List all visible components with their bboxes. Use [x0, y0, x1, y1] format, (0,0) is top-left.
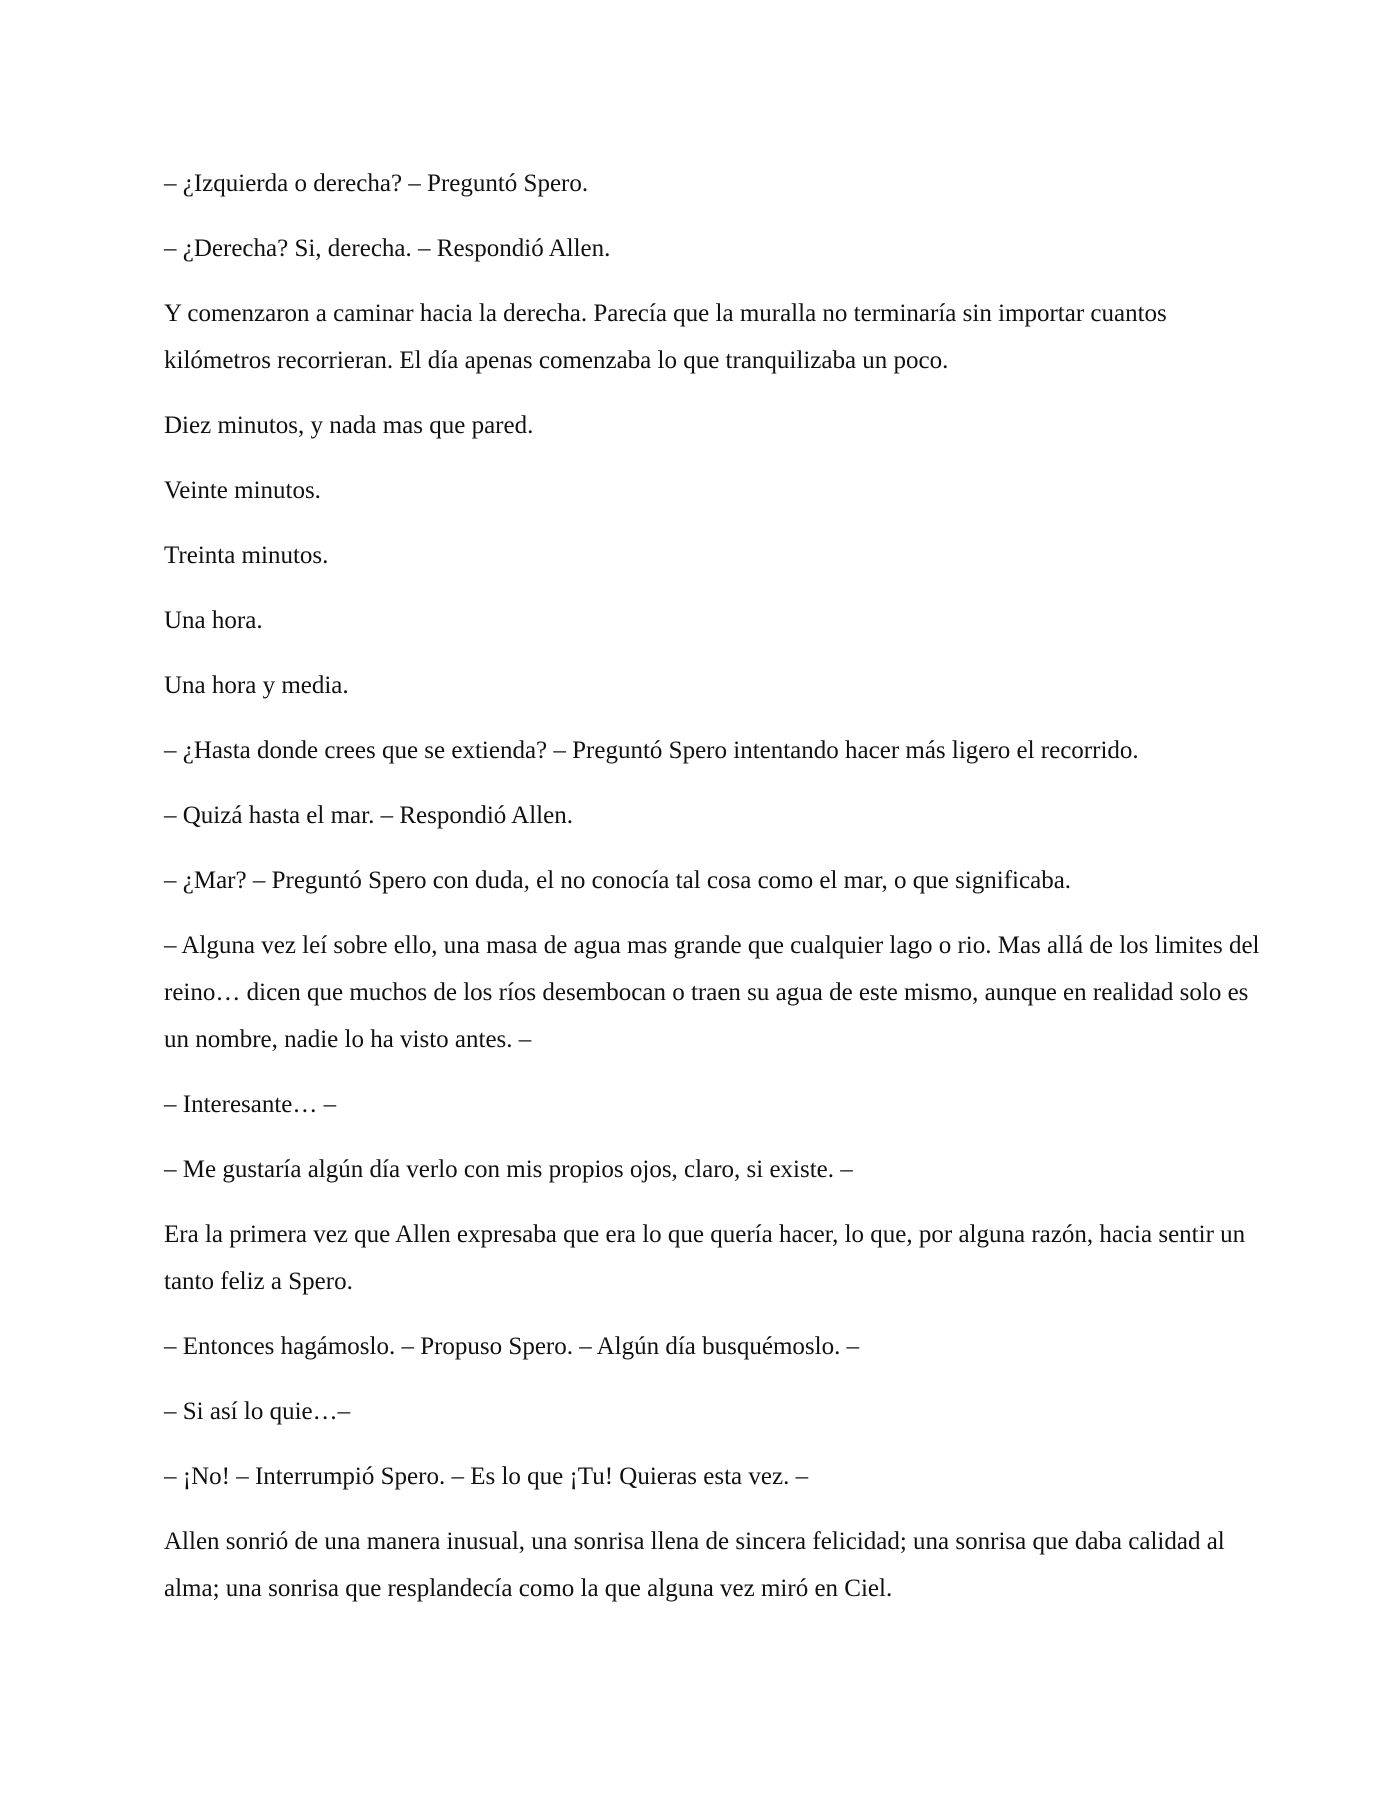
paragraph-10: – Quizá hasta el mar. – Respondió Allen. [164, 802, 573, 829]
document-page [164, 160, 1274, 1630]
paragraph-17: – Si así lo quie…– [164, 1398, 351, 1425]
paragraph-11: – ¿Mar? – Preguntó Spero con duda, el no conocía tal cosa como el mar, o que significaba. [164, 867, 1072, 894]
paragraph-13: – Interesante… – [164, 1091, 337, 1118]
paragraph-9: – ¿Hasta donde crees que se extienda? – Preguntó Spero intentando hacer más ligero el recorrido. [164, 737, 1139, 764]
paragraph-16: – Entonces hagámoslo. – Propuso Spero. – Algún día busquémoslo. – [164, 1333, 860, 1360]
paragraph-19: Allen sonrió de una manera inusual, una sonrisa llena de sincera felicidad; una sonrisa que daba calidad al alma; una sonrisa que resplandecía como la que alguna vez miró en Ciel. [164, 1528, 1231, 1602]
paragraph-4: Diez minutos, y nada mas que pared. [164, 412, 534, 439]
paragraph-14: – Me gustaría algún día verlo con mis propios ojos, claro, si existe. – [164, 1156, 853, 1183]
paragraph-3: Y comenzaron a caminar hacia la derecha. Parecía que la muralla no terminaría sin importar cuantos kilómetros recorrieran. El día apenas comenzaba lo que tranquilizaba un poco. [164, 300, 1174, 374]
paragraph-18: – ¡No! – Interrumpió Spero. – Es lo que ¡Tu! Quieras esta vez. – [164, 1463, 809, 1490]
paragraph-15: Era la primera vez que Allen expresaba que era lo que quería hacer, lo que, por alguna razón, hacia sentir un tanto feliz a Spero. [164, 1221, 1252, 1295]
paragraph-7: Una hora. [164, 607, 263, 634]
paragraph-6: Treinta minutos. [164, 542, 329, 569]
paragraph-12: – Alguna vez leí sobre ello, una masa de agua mas grande que cualquier lago o rio. Mas allá de los limites del reino… dicen que muchos de los ríos desembocan o traen su agua de este mismo, aunque en realidad solo es un nombre, nadie lo ha visto antes. – [164, 932, 1266, 1053]
paragraph-8: Una hora y media. [164, 672, 349, 699]
paragraph-1: – ¿Izquierda o derecha? – Preguntó Spero. [164, 170, 589, 197]
paragraph-2: – ¿Derecha? Si, derecha. – Respondió Allen. [164, 235, 611, 262]
paragraph-5: Veinte minutos. [164, 477, 321, 504]
